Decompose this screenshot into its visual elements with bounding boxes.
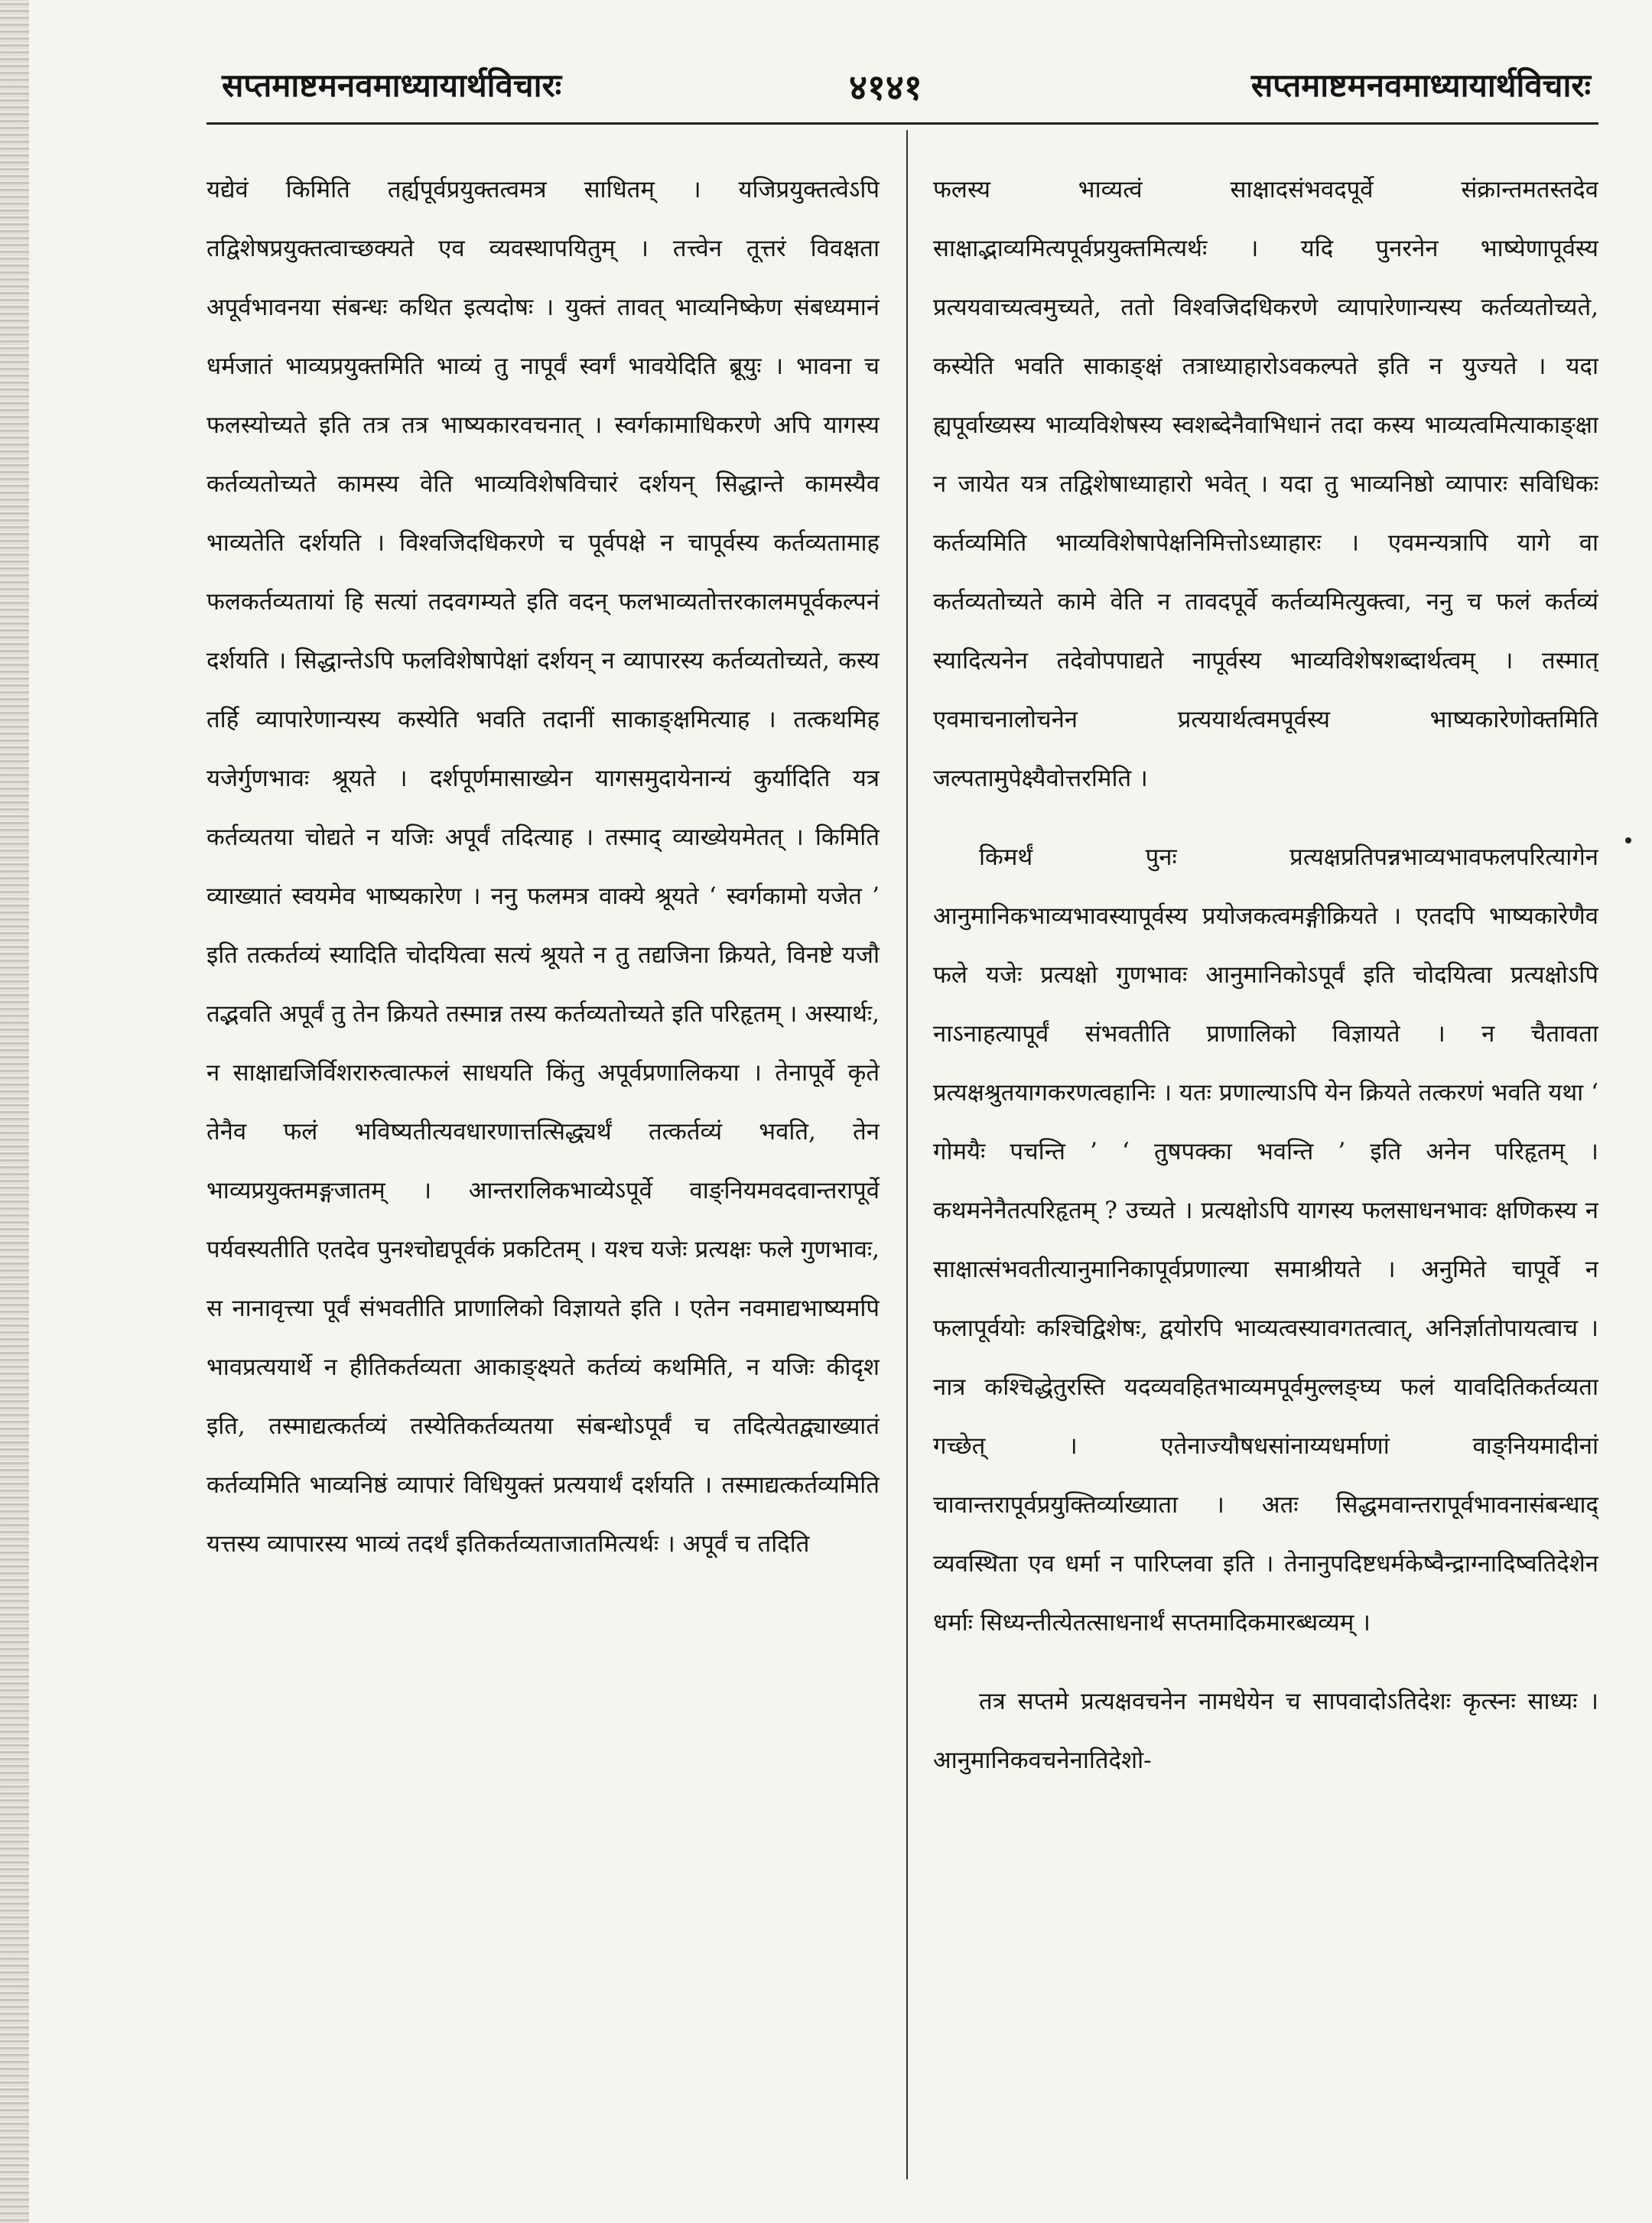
column-divider [906,130,908,2179]
running-title-left: सप्तमाष्टमनवमाध्यायार्थविचारः [222,67,562,104]
margin-ink-mark [1625,837,1631,843]
right-text-column [933,161,1598,2179]
header-rule [206,122,1598,125]
paragraph: यद्येवं किमिति तर्ह्यपूर्वप्रयुक्तत्वमत्र साधितम् । यजिप्रयुक्तत्वेऽपि तद्विशेषप्रयुक्तत्वाच्छक्यते एव व्यवस्थापयितुम् । तत्त्वेन तूत्तरं विवक्षता अपूर्वभावनया संबन्धः कथित इत्यदोषः । युक्तं तावत् भाव्यनिष्केण संबध्यमानं धर्मजातं भाव्यप्रयुक्तमिति भाव्यं तु नापूर्वं स्वर्गं भावयेदिति ब्रूयुः । भावना च फलस्योच्यते इति तत्र तत्र भाष्यकारवचनात् । स्वर्गकामाधिकरणे अपि यागस्य कर्तव्यतोच्यते कामस्य वेति भाव्यविशेषविचारं दर्शयन् सिद्धान्ते कामस्यैव भाव्यतेति दर्शयति । विश्वजिदधिकरणे च पूर्वपक्षे न चापूर्वस्य कर्तव्यतामाह फलकर्तव्यतायां हि सत्यां तदवगम्यते इति वदन् फलभाव्यतोत्तरकालमपूर्वकल्पनं दर्शयति । सिद्धान्तेऽपि फलविशेषापेक्षां दर्शयन् न व्यापारस्य कर्तव्यतोच्यते, कस्य तर्हि व्यापारेणान्यस्य कस्येति भवति तदानीं साकाङ्क्षमित्याह । तत्कथमिह यजेर्गुणभावः श्रूयते । दर्शपूर्णमासाख्येन यागसमुदायेनान्यं कुर्यादिति यत्र कर्तव्यतया चोद्यते न यजिः अपूर्वं तदित्याह । तस्माद् व्याख्येयमेतत् । किमिति व्याख्यातं स्वयमेव भाष्यकारेण । ननु फलमत्र वाक्ये श्रूयते ‘ स्वर्गकामो यजेत ’ इति तत्कर्तव्यं स्यादिति चोदयित्वा सत्यं श्रूयते न तु तद्यजिना क्रियते, विनष्टे यजौ तद्भवति अपूर्वं तु तेन क्रियते तस्मान्न तस्य कर्तव्यतोच्यते इति परिहृतम् । अस्यार्थः, न साक्षाद्यजिर्विशरारुत्वात्फलं साधयति किंतु अपूर्वप्रणालिकया । तेनापूर्वे कृते तेनैव फलं भविष्यतीत्यवधारणात्तत्सिद्ध्यर्थं तत्कर्तव्यं भवति, तेन भाव्यप्रयुक्तमङ्गजातम् । आन्तरालिकभाव्येऽपूर्वे वाङ्नियमवदवान्तरापूर्वे पर्यवस्यतीति एतदेव पुनश्चोद्यपूर्वकं प्रकटितम् । यश्च यजेः प्रत्यक्षः फले गुणभावः, स नानावृत्त्या पूर्वं संभवतीति प्राणालिको विज्ञायते इति । एतेन नवमाद्यभाष्यमपि भावप्रत्ययार्थे न हीतिकर्तव्यता आकाङ्क्ष्यते कर्तव्यं कथमिति, न यजिः कीदृश इति, तस्माद्यत्कर्तव्यं तस्येतिकर्तव्यतया संबन्धोऽपूर्वं च तदित्येतद्व्याख्यातं कर्तव्यमिति भाव्यनिष्ठं व्यापारं विधियुक्तं प्रत्ययार्थं दर्शयति । तस्माद्यत्कर्तव्यमिति यत्तस्य व्यापारस्य भाव्यं तदर्थं इतिकर्तव्यताजातमित्यर्थः । अपूर्वं च तदिति [206,176,880,1558]
page-header [222,63,1591,116]
page-binding-edge [0,0,29,2223]
paragraph: फलस्य भाव्यत्वं साक्षादसंभवदपूर्वे संक्रान्तमतस्तदेव साक्षाद्भाव्यमित्यपूर्वप्रयुक्तमित्यर्थः । यदि पुनरनेन भाष्येणापूर्वस्य प्रत्ययवाच्यत्वमुच्यते, ततो विश्वजिदधिकरणे व्यापारेणान्यस्य कर्तव्यतोच्यते, कस्येति भवति साकाङ्क्षं तत्राध्याहारोऽवकल्पते इति न युज्यते । यदा ह्यपूर्वाख्यस्य भाव्यविशेषस्य स्वशब्देनैवाभिधानं तदा कस्य भाव्यत्वमित्याकाङ्क्षा न जायेत यत्र तद्विशेषाध्याहारो भवेत् । यदा तु भाव्यनिष्ठो व्यापारः सविधिकः कर्तव्यमिति भाव्यविशेषापेक्षनिमित्तोऽध्याहारः । एवमन्यत्रापि यागे वा कर्तव्यतोच्यते कामे वेति न तावदपूर्वे कर्तव्यमित्युक्त्वा, ननु च फलं कर्तव्यं स्यादित्यनेन तदेवोपपाद्यते नापूर्वस्य भाव्यविशेषशब्दार्थत्वम् । तस्मात् एवमाचनालोचनेन प्रत्ययार्थत्वमपूर्वस्य भाष्यकारेणोक्तमिति जल्पतामुपेक्ष्यैवोत्तरमिति । [933,176,1598,792]
page-number: ४१४१ [849,67,922,108]
running-title-right: सप्तमाष्टमनवमाध्यायार्थविचारः [1250,67,1591,104]
paragraph: तत्र सप्तमे प्रत्यक्षवचनेन नामधेयेन च सापवादोऽतिदेशः कृत्स्नः साध्यः । आनुमानिकवचनेनातिदेशो- [933,1688,1598,1774]
paragraph: किमर्थं पुनः प्रत्यक्षप्रतिपन्नभाव्यभावफलपरित्यागेन आनुमानिकभाव्यभावस्यापूर्वस्य प्रयोजकत्वमङ्गीक्रियते । एतदपि भाष्यकारेणैव फले यजेः प्रत्यक्षो गुणभावः आनुमानिकोऽपूर्वं इति चोदयित्वा प्रत्यक्षोऽपि नाऽनाहत्यापूर्वं संभवतीति प्राणालिको विज्ञायते । न चैतावता प्रत्यक्षश्रुतयागकरणत्वहानिः । यतः प्रणाल्याऽपि येन क्रियते तत्करणं भवति यथा ‘ गोमयैः पचन्ति ’ ‘ तुषपक्का भवन्ति ’ इति अनेन परिहृतम् । कथमनेनैतत्परिहृतम् ? उच्यते । प्रत्यक्षोऽपि यागस्य फलसाधनभावः क्षणिकस्य न साक्षात्संभवतीत्यानुमानिकापूर्वप्रणाल्या समाश्रीयते । अनुमिते चापूर्वे न फलापूर्वयोः कश्चिद्विशेषः, द्वयोरपि भाव्यत्वस्यावगतत्वात्, अनिर्ज्ञातोपायत्वाच । नात्र कश्चिद्धेतुरस्ति यदव्यवहितभाव्यमपूर्वमुल्लङ्घ्य फलं यावदितिकर्तव्यता गच्छेत् । एतेनाज्यौषधसांनाय्यधर्माणां वाङ्नियमादीनां चावान्तरापूर्वप्रयुक्तिर्व्याख्याता । अतः सिद्धमवान्तरापूर्वभावनासंबन्धाद् व्यवस्थिता एव धर्मा न पारिप्लवा इति । तेनानुपदिष्टधर्मकेष्वैन्द्राग्नादिष्वतिदेशेन धर्माः सिध्यन्तीत्येतत्साधनार्थं सप्तमादिकमारब्धव्यम् । [933,843,1598,1636]
left-text-column [206,161,880,2179]
